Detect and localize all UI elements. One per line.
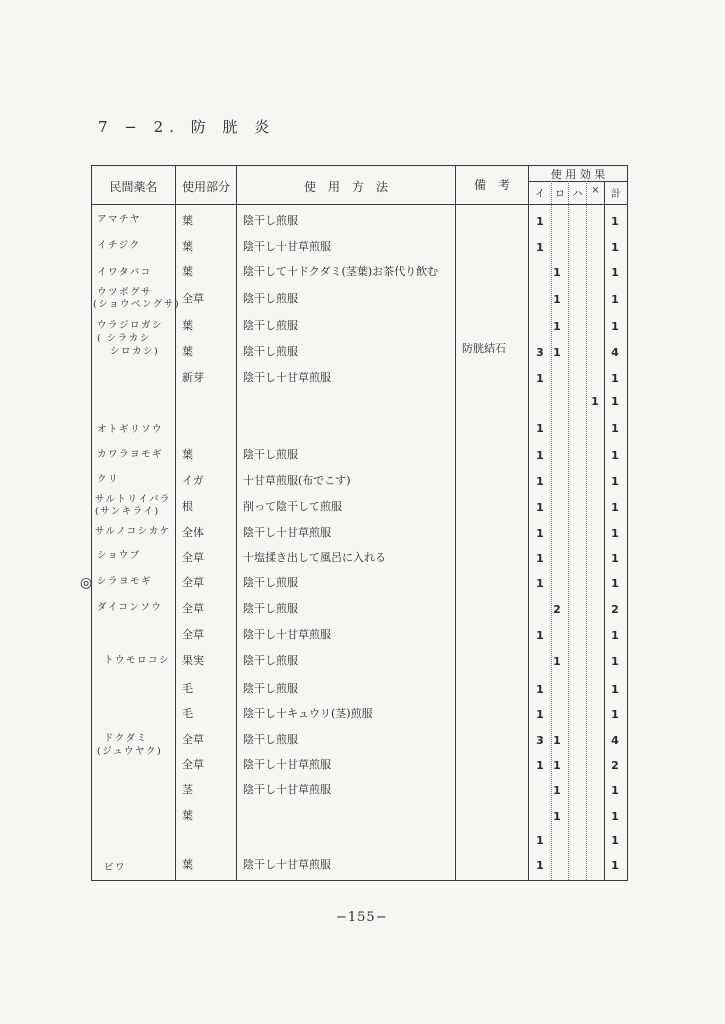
part-cell: 全体 — [182, 526, 204, 539]
effect-total-cell: 2 — [611, 603, 619, 616]
method-cell: 陰干し十甘草煎服 — [243, 858, 331, 871]
method-cell: 陰干し煎服 — [243, 682, 298, 695]
special-mark: ◎ — [80, 575, 93, 591]
drug-name: オトギリソウ — [97, 424, 164, 435]
drug-name: シロカシ) — [110, 346, 160, 357]
table-left-border — [91, 165, 92, 880]
effect-ro-cell: 1 — [553, 810, 561, 823]
part-cell: 葉 — [182, 240, 193, 253]
drug-name: (ショウベングサ) — [93, 299, 181, 310]
effect-total-cell: 1 — [611, 683, 619, 696]
drug-name: ビワ — [104, 862, 127, 873]
drug-name: ウラジロガシ — [97, 320, 164, 331]
effect-total-cell: 2 — [611, 759, 619, 772]
effect-ro-cell: 1 — [553, 320, 561, 333]
col-divider-method — [455, 165, 456, 880]
drug-name: アマチヤ — [97, 214, 142, 225]
effect-total-cell: 1 — [611, 708, 619, 721]
effect-i-cell: 1 — [536, 859, 544, 872]
drug-name: クリ — [97, 474, 120, 485]
effect-total-cell: 1 — [611, 527, 619, 540]
effect-i-cell: 1 — [536, 708, 544, 721]
part-cell: 全草 — [182, 576, 204, 589]
effect-total-cell: 1 — [611, 372, 619, 385]
header-method: 使 用 方 法 — [303, 180, 388, 194]
effect-total-cell: 1 — [611, 859, 619, 872]
part-cell: 葉 — [182, 448, 193, 461]
effect-divider-2 — [568, 181, 569, 880]
part-cell: 全草 — [182, 551, 204, 564]
effect-i-cell: 1 — [536, 577, 544, 590]
method-cell: 陰干し十甘草煎服 — [243, 783, 331, 796]
header-effect-i: イ — [535, 189, 545, 200]
method-cell: 陰干し煎服 — [243, 602, 298, 615]
effect-i-cell: 1 — [536, 629, 544, 642]
note-cell: 防胱結石 — [462, 342, 506, 355]
drug-name: (ジュウヤク) — [97, 746, 163, 757]
header-effect-ha: ハ — [572, 189, 583, 200]
part-cell: 葉 — [182, 858, 193, 871]
effect-total-cell: 1 — [611, 501, 619, 514]
part-cell: 根 — [182, 500, 193, 513]
drug-name: ダイコンソウ — [97, 602, 163, 613]
effect-total-cell: 4 — [611, 734, 619, 747]
header-part: 使用部分 — [181, 180, 230, 194]
effect-total-cell: 1 — [611, 320, 619, 333]
effect-i-cell: 1 — [536, 683, 544, 696]
method-cell: 陰干し煎服 — [243, 733, 298, 746]
effect-total-cell: 4 — [611, 346, 619, 359]
method-cell: 陰干し十甘草煎服 — [243, 628, 331, 641]
method-cell: 陰干し煎服 — [243, 345, 298, 358]
drug-name: (サンキライ) — [95, 506, 160, 517]
method-cell: 十甘草煎服(布でこす) — [243, 474, 351, 487]
part-cell: 新芽 — [182, 371, 204, 384]
method-cell: 陰干し煎服 — [243, 654, 298, 667]
header-effect: 使 用 効 果 — [550, 168, 606, 181]
effect-total-cell: 1 — [611, 293, 619, 306]
drug-name: ドクダミ — [104, 733, 148, 744]
col-divider-note — [528, 165, 529, 880]
table-right-border — [627, 165, 628, 880]
effect-total-cell: 1 — [611, 552, 619, 565]
effect-divider-1 — [551, 181, 552, 880]
drug-name: サルノコシカケ — [95, 526, 171, 537]
drug-name: イワタバコ — [97, 267, 152, 278]
effect-total-cell: 1 — [611, 422, 619, 435]
drug-name: ( シラカシ — [97, 333, 151, 344]
effect-i-cell: 1 — [536, 215, 544, 228]
header-effect-total: 計 — [611, 189, 621, 200]
effect-i-cell: 3 — [536, 734, 544, 747]
effect-i-cell: 1 — [536, 241, 544, 254]
effect-i-cell: 1 — [536, 449, 544, 462]
part-cell: 葉 — [182, 214, 193, 227]
header-note: 備 考 — [473, 178, 510, 192]
effect-i-cell: 1 — [536, 759, 544, 772]
effect-total-cell: 1 — [611, 784, 619, 797]
method-cell: 陰干し煎服 — [243, 292, 298, 305]
part-cell: 全草 — [182, 602, 204, 615]
drug-name: シラヨモギ — [97, 576, 153, 587]
part-cell: 葉 — [182, 319, 193, 332]
header-bottom-border — [91, 204, 628, 205]
part-cell: 茎 — [182, 783, 193, 796]
effect-total-cell: 1 — [611, 834, 619, 847]
effect-total-cell: 1 — [611, 449, 619, 462]
part-cell: 全草 — [182, 758, 204, 771]
effect-i-cell: 1 — [536, 475, 544, 488]
part-cell: 全草 — [182, 628, 204, 641]
drug-name: サルトリイバラ — [95, 494, 172, 505]
method-cell: 陰干し煎服 — [243, 214, 298, 227]
col-divider-part — [236, 165, 237, 880]
page-number: −155− — [336, 910, 388, 925]
effect-total-cell: 1 — [611, 241, 619, 254]
part-cell: 葉 — [182, 265, 193, 278]
effect-ro-cell: 2 — [553, 603, 561, 616]
method-cell: 十塩揉き出して風呂に入れる — [243, 551, 386, 564]
effect-total-cell: 1 — [611, 215, 619, 228]
effect-ro-cell: 1 — [553, 266, 561, 279]
effect-ro-cell: 1 — [553, 346, 561, 359]
method-cell: 陰干し煎服 — [243, 576, 298, 589]
header-name: 民間薬名 — [109, 180, 158, 194]
effect-divider-4 — [604, 181, 605, 880]
effect-ro-cell: 1 — [553, 655, 561, 668]
effect-total-cell: 1 — [611, 810, 619, 823]
drug-name: ショウブ — [97, 550, 141, 561]
effect-divider-3 — [586, 181, 587, 880]
part-cell: イガ — [182, 474, 204, 487]
header-effect-x: × — [591, 185, 600, 196]
method-cell: 陰干し十甘草煎服 — [243, 758, 331, 771]
section-title: 7 − 2. 防 胱 炎 — [98, 118, 276, 136]
effect-total-cell: 1 — [611, 475, 619, 488]
method-cell: 陰干し十キュウリ(茎)煎服 — [243, 707, 373, 720]
method-cell: 削って陰干して煎服 — [243, 500, 342, 513]
effect-i-cell: 1 — [536, 422, 544, 435]
effect-ro-cell: 1 — [553, 759, 561, 772]
drug-name: トウモロコシ — [104, 655, 171, 666]
effect-total-cell: 1 — [611, 577, 619, 590]
part-cell: 毛 — [182, 682, 193, 695]
effect-total-cell: 1 — [611, 629, 619, 642]
part-cell: 全草 — [182, 292, 204, 305]
effect-i-cell: 1 — [536, 834, 544, 847]
drug-name: ウツボグサ — [97, 287, 153, 298]
effect-i-cell: 1 — [536, 552, 544, 565]
part-cell: 葉 — [182, 345, 193, 358]
effect-i-cell: 1 — [536, 372, 544, 385]
effect-i-cell: 3 — [536, 346, 544, 359]
method-cell: 陰干し煎服 — [243, 448, 298, 461]
method-cell: 陰干し十甘草煎服 — [243, 371, 331, 384]
method-cell: 陰干し煎服 — [243, 319, 298, 332]
effect-x-cell: 1 — [591, 395, 599, 408]
col-divider-name — [175, 165, 176, 880]
effect-ro-cell: 1 — [553, 734, 561, 747]
part-cell: 果実 — [182, 654, 204, 667]
drug-name: イチジク — [97, 240, 141, 251]
effect-total-cell: 1 — [611, 266, 619, 279]
effect-i-cell: 1 — [536, 527, 544, 540]
header-effect-ro: ロ — [555, 189, 565, 200]
method-cell: 陰干して十ドクダミ(茎葉)お茶代り飲む — [243, 265, 439, 278]
effect-total-cell: 1 — [611, 395, 619, 408]
effect-ro-cell: 1 — [553, 293, 561, 306]
part-cell: 全草 — [182, 733, 204, 746]
effect-ro-cell: 1 — [553, 784, 561, 797]
method-cell: 陰干し十甘草煎服 — [243, 526, 331, 539]
effect-i-cell: 1 — [536, 501, 544, 514]
method-cell: 陰干し十甘草煎服 — [243, 240, 331, 253]
effect-total-cell: 1 — [611, 655, 619, 668]
table-bottom-border — [91, 880, 628, 881]
part-cell: 毛 — [182, 707, 193, 720]
drug-name: カワラヨモギ — [97, 449, 164, 460]
part-cell: 葉 — [182, 809, 193, 822]
